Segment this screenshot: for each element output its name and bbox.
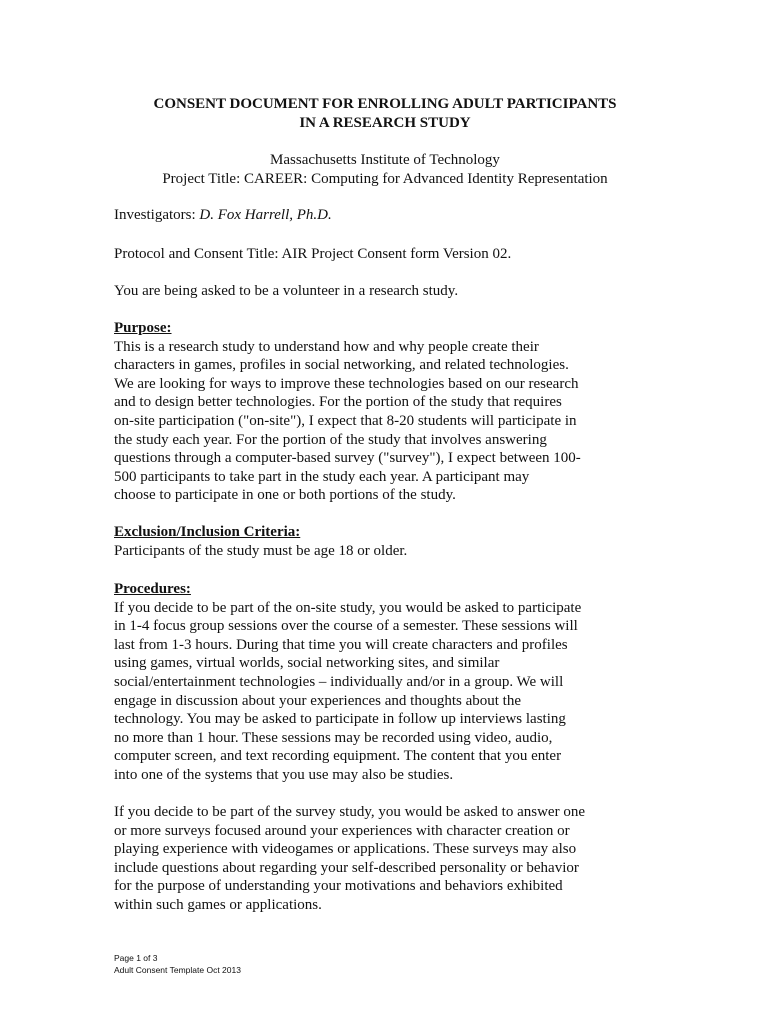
purpose-line: characters in games, profiles in social networking, and related technologies. <box>114 357 569 374</box>
procedures-line: in 1-4 focus group sessions over the course of a semester. These sessions will <box>114 618 578 635</box>
criteria-section <box>114 523 674 560</box>
procedures-line: last from 1-3 hours. During that time you will create characters and profiles <box>114 636 568 653</box>
purpose-line: on-site participation ("on-site"), I expect that 8-20 students will participate in <box>114 412 577 429</box>
procedures-line: computer screen, and text recording equipment. The content that you enter <box>114 748 562 765</box>
procedures-paragraph-2-section <box>114 803 674 915</box>
procedures-section <box>114 580 674 785</box>
procedures-line: or more surveys focused around your experiences with character creation or <box>114 822 570 839</box>
procedures-line: technology. You may be asked to participate in follow up interviews lasting <box>114 711 566 728</box>
procedures-line: no more than 1 hour. These sessions may be recorded using video, audio, <box>114 729 553 746</box>
procedures-line: into one of the systems that you use may also be studies. <box>114 766 454 783</box>
investigators-line <box>114 206 332 225</box>
document-title <box>100 95 670 132</box>
project-title: Project Title: CAREER: Computing for Advanced Identity Representation <box>162 170 608 187</box>
purpose-paragraph <box>114 338 674 505</box>
purpose-heading: Purpose: <box>114 320 172 336</box>
page-footer <box>114 952 241 976</box>
procedures-paragraph-2 <box>114 803 674 915</box>
procedures-line: If you decide to be part of the survey study, you would be asked to answer one <box>114 804 585 820</box>
procedures-line: include questions about regarding your self-described personality or behavior <box>114 859 579 876</box>
procedures-line: within such games or applications. <box>114 896 322 913</box>
title-line-2: IN A RESEARCH STUDY <box>299 114 471 131</box>
institution-block <box>100 151 670 188</box>
investigators-label: Investigators: <box>114 207 200 223</box>
investigators-name: D. Fox Harrell, Ph.D. <box>199 207 332 223</box>
protocol-line: Protocol and Consent Title: AIR Project Consent form Version 02. <box>114 246 512 262</box>
purpose-line: and to design better technologies. For the portion of the study that requires <box>114 394 562 411</box>
procedures-line: playing experience with videogames or applications. These surveys may also <box>114 841 577 858</box>
procedures-heading: Procedures: <box>114 581 191 597</box>
procedures-line: using games, virtual worlds, social networking sites, and similar <box>114 655 500 672</box>
title-line-1: CONSENT DOCUMENT FOR ENROLLING ADULT PARTICIPANTS <box>153 96 617 112</box>
criteria-text: Participants of the study must be age 18 or older. <box>114 542 408 559</box>
institution-name: Massachusetts Institute of Technology <box>270 152 500 168</box>
purpose-line: questions through a computer-based survey ("survey"), I expect between 100- <box>114 450 581 467</box>
page-number: Page 1 of 3 <box>114 953 158 963</box>
criteria-heading: Exclusion/Inclusion Criteria: <box>114 524 301 540</box>
procedures-line: engage in discussion about your experiences and thoughts about the <box>114 692 521 709</box>
procedures-line: social/entertainment technologies – individually and/or in a group. We will <box>114 673 564 690</box>
template-label: Adult Consent Template Oct 2013 <box>114 965 241 975</box>
purpose-line: We are looking for ways to improve these technologies based on our research <box>114 375 579 392</box>
procedures-line: for the purpose of understanding your motivations and behaviors exhibited <box>114 878 563 895</box>
purpose-line: the study each year. For the portion of the study that involves answering <box>114 431 547 448</box>
purpose-line: This is a research study to understand how and why people create their <box>114 338 539 355</box>
purpose-section <box>114 319 674 505</box>
purpose-line: choose to participate in one or both portions of the study. <box>114 487 456 504</box>
volunteer-line: You are being asked to be a volunteer in a research study. <box>114 283 459 299</box>
purpose-line: 500 participants to take part in the study each year. A participant may <box>114 468 530 485</box>
procedures-paragraph-1 <box>114 599 674 785</box>
procedures-line: If you decide to be part of the on-site study, you would be asked to participate <box>114 599 582 616</box>
